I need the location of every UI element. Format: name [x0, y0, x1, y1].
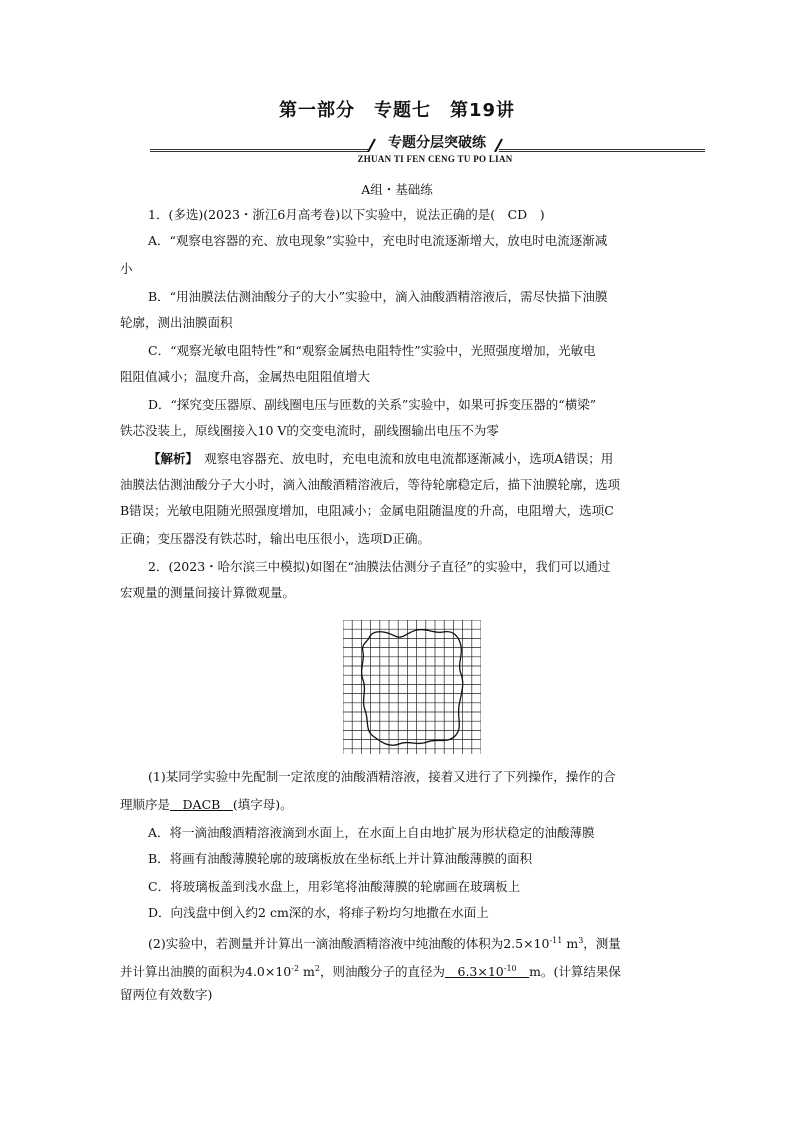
part2-answer-tail: [517, 964, 530, 979]
oil-film-outline: [362, 630, 463, 746]
q1-option-a-line1: A．“观察电容器的充、放电现象”实验中，充电时电流逐渐增大，放电时电流逐渐减: [148, 233, 608, 248]
q1-analysis-line2: 油膜法估测油酸分子大小时，滴入油酸酒精溶液后，等待轮廓稳定后，描下油膜轮廓，选项: [120, 477, 621, 492]
q2-part1-line1: (1)某同学实验中先配制一定浓度的油酸酒精溶液，接着又进行了下列操作，操作的合: [148, 769, 616, 784]
q1-option-b-line1: B．“用油膜法估测油酸分子的大小”实验中，滴入油酸酒精溶液后，需尽快描下油膜: [148, 289, 608, 304]
part1-prefix: 理顺序是: [120, 797, 171, 812]
q2-stem-line2: 宏观量的测量间接计算微观量。: [120, 585, 296, 600]
banner-rule-left: [150, 149, 368, 150]
q1-analysis-line3: B错误；光敏电阻随光照强度增加，电阻减小；金属电阻随温度的升高，电阻增大，选项C: [120, 503, 614, 518]
part2-text-b: ，测量: [583, 936, 621, 952]
q1-option-d-line2: 铁芯没装上，原线圈接入10 V的交变电流时，副线圈输出电压不为零: [120, 423, 499, 438]
group-title: A组・基础练: [361, 182, 433, 197]
lecture-title: 第一部分 专题七 第19讲: [278, 100, 516, 121]
part2-text-c: 并计算出油膜的面积为4.0×10: [120, 964, 292, 980]
part2-exp-b: 3: [578, 936, 584, 945]
analysis-text: 观察电容器充、放电时，充电电流和放电电流都逐渐减小，选项A错误；用: [191, 451, 614, 466]
part2-text-d: ，则油酸分子的直径为: [319, 964, 445, 980]
part1-answer: DACB: [170, 797, 233, 812]
part2-answer-base: 6.3×10: [445, 964, 504, 980]
q1-option-c-line1: C．“观察光敏电阻特性”和“观察金属热电阻特性”实验中，光照强度增加，光敏电: [148, 343, 596, 358]
q1-option-a-line2: 小: [120, 261, 133, 276]
part2-exp-c: -2: [291, 964, 300, 973]
banner-pinyin: ZHUAN TI FEN CENG TU PO LIAN: [357, 154, 513, 164]
part2-answer-exp: -10: [503, 964, 517, 973]
banner-title: 专题分层突破练: [388, 135, 486, 151]
q2-part2-line3: 留两位有效数字): [120, 987, 213, 1002]
part2-unit-b: m: [299, 964, 315, 980]
q1-analysis-line4: 正确；变压器没有铁芯时，输出电压很小，选项D正确。: [120, 531, 431, 546]
part2-answer: [445, 964, 529, 979]
part2-text-e: m。(计算结果保: [529, 964, 621, 980]
q1-stem: 1．(多选)(2023・浙江6月高考卷)以下实验中，说法正确的是( CD ): [148, 207, 545, 222]
q1-option-c-line2: 阻阻值减小；温度升高，金属热电阻阻值增大: [120, 369, 371, 384]
part1-suffix: (填字母)。: [232, 797, 293, 812]
part2-unit-a: m: [562, 936, 579, 952]
q2-stem-line1: 2．(2023・哈尔滨三中模拟)如图在“油膜法估测分子直径”的实验中，我们可以通过: [148, 559, 611, 574]
part2-exp-d: 2: [314, 964, 320, 973]
q2-option-b: B．将画有油酸薄膜轮廓的玻璃板放在坐标纸上并计算油酸薄膜的面积: [148, 851, 533, 866]
oil-film-grid-figure: [343, 620, 481, 754]
analysis-tag: 【解析】: [148, 451, 192, 466]
q1-option-d-line1: D．“探究变压器原、副线圈电压与匝数的关系”实验中，如果可拆变压器的“横梁”: [148, 397, 597, 412]
q2-option-c: C．将玻璃板盖到浅水盘上，用彩笔将油酸薄膜的轮廓画在玻璃板上: [148, 879, 521, 894]
banner-rule-left-2: [150, 151, 368, 152]
q2-option-a: A．将一滴油酸酒精溶液滴到水面上，在水面上自由地扩展为形状稳定的油酸薄膜: [148, 825, 595, 840]
q1-option-b-line2: 轮廓，测出油膜面积: [120, 315, 233, 330]
section-banner: [150, 132, 705, 170]
banner-rule-right: [499, 149, 705, 150]
banner-rule-right-2: [499, 151, 705, 152]
q2-part1-line2: [120, 792, 680, 818]
q1-analysis-line1: [120, 446, 680, 472]
q2-part2-line1: [120, 928, 680, 957]
q2-part2-line2: [120, 956, 680, 985]
part2-text-a: (2)实验中，若测量并计算出一滴油酸酒精溶液中纯油酸的体积为2.5×10: [148, 936, 550, 952]
part2-exp-a: -11: [549, 936, 563, 945]
q2-option-d: D．向浅盘中倒入约2 cm深的水，将痱子粉均匀地撒在水面上: [148, 905, 489, 920]
